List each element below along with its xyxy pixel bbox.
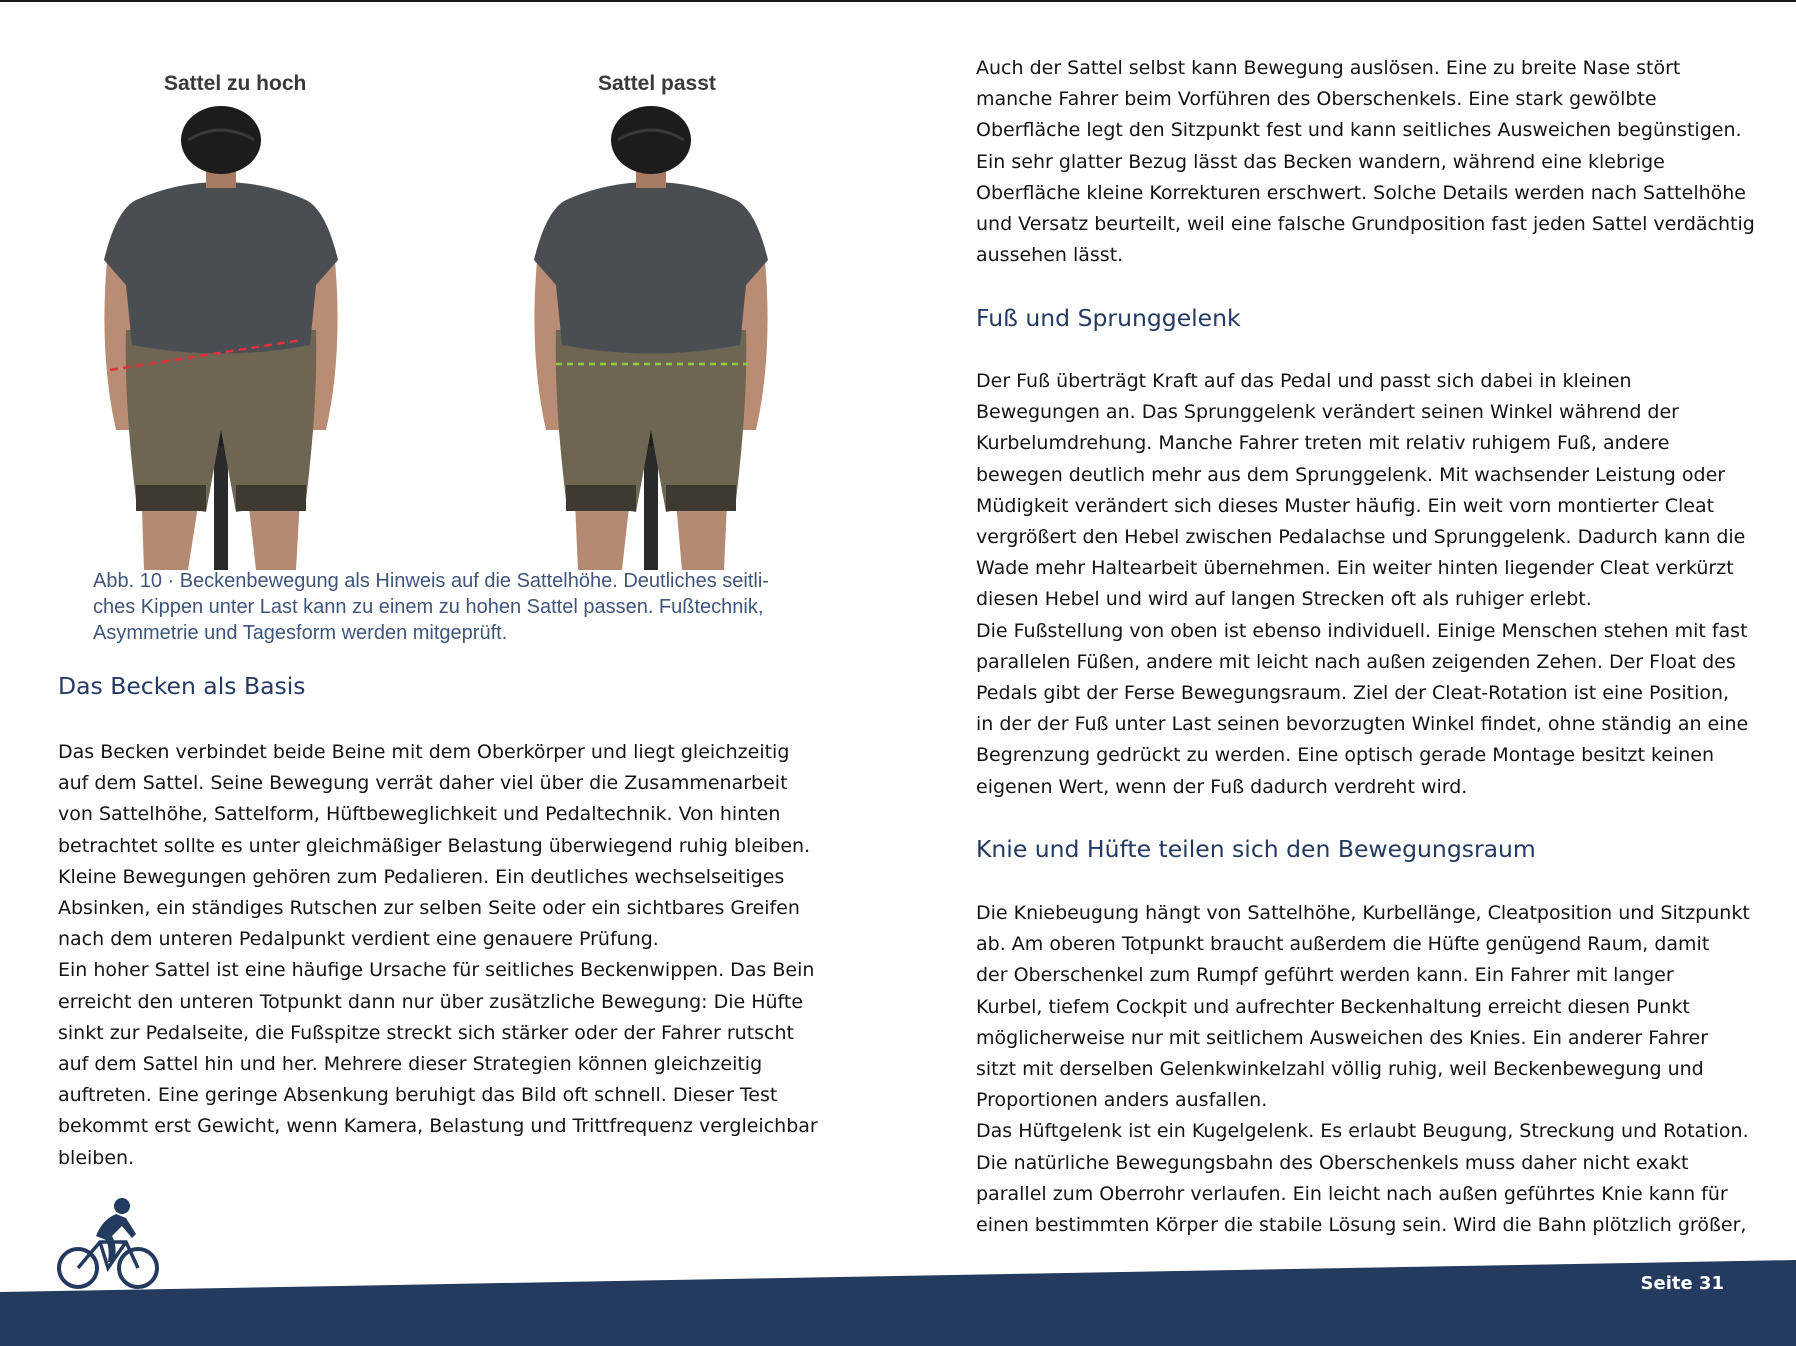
text-line: erreicht den unteren Totpunkt dann nur über zusätzliche Bewegung: Die Hüfte bbox=[58, 990, 804, 1013]
text-line: in der der Fuß unter Last seinen bevorzugten Winkel findet, ohne ständig an eine bbox=[976, 713, 1749, 736]
text-line: parallelen Füßen, andere mit leicht nach außen zeigenden Zehen. Der Float des bbox=[976, 650, 1736, 673]
text-line: vergrößert den Hebel zwischen Pedalachse und Sprunggelenk. Dadurch kann die bbox=[976, 526, 1746, 549]
text-line: manche Fahrer beim Vorführen des Oberschenkels. Eine stark gewölbte bbox=[976, 88, 1657, 111]
heading-das-becken: Das Becken als Basis bbox=[58, 672, 306, 700]
text-line: sitzt mit derselben Gelenkwinkelzahl völlig ruhig, weil Beckenbewegung und bbox=[976, 1058, 1704, 1081]
text-line: und Versatz beurteilt, weil eine falsche Grundposition fast jeden Sattel verdächtig bbox=[976, 213, 1755, 236]
caption-line: ches Kippen unter Last kann zu einem zu hohen Sattel passen. Fußtechnik, bbox=[93, 596, 764, 618]
caption-line: Asymmetrie und Tagesform werden mitgeprüft. bbox=[93, 622, 508, 644]
text-line: Wade mehr Haltearbeit übernehmen. Ein weiter hinten liegender Cleat verkürzt bbox=[976, 557, 1734, 580]
text-line: Bewegungen an. Das Sprunggelenk verändert seinen Winkel während der bbox=[976, 401, 1679, 424]
text-line: diesen Hebel und wird auf langen Strecken oft als ruhiger erlebt. bbox=[976, 588, 1592, 611]
figure-label-left: Sattel zu hoch bbox=[164, 72, 307, 95]
text-line: Ein hoher Sattel ist eine häufige Ursache für seitliches Beckenwippen. Das Bein bbox=[58, 959, 815, 982]
text-line: einen bestimmten Körper die stabile Lösung sein. Wird die Bahn plötzlich größer, bbox=[976, 1214, 1747, 1237]
text-line: Oberfläche kleine Korrekturen erschwert. Solche Details werden nach Sattelhöhe bbox=[976, 181, 1746, 204]
text-line: betrachtet sollte es unter gleichmäßiger Belastung überwiegend ruhig bleiben. bbox=[58, 834, 811, 857]
heading-fuss-sprunggelenk: Fuß und Sprunggelenk bbox=[976, 304, 1241, 332]
right-intro-text bbox=[976, 53, 1755, 271]
text-line: Pedals gibt der Ferse Bewegungsraum. Ziel der Cleat-Rotation ist eine Position, bbox=[976, 682, 1730, 705]
text-line: Oberfläche legt den Sitzpunkt fest und kann seitliches Ausweichen begünstigen. bbox=[976, 119, 1742, 142]
footer-band bbox=[0, 1260, 1796, 1346]
text-line: Die Kniebeugung hängt von Sattelhöhe, Kurbellänge, Cleatposition und Sitzpunkt bbox=[976, 902, 1750, 924]
text-line: bewegen deutlich mehr aus dem Sprunggelenk. Mit wachsender Leistung oder bbox=[976, 463, 1726, 486]
figure-label-right: Sattel passt bbox=[598, 72, 716, 95]
text-line: Das Becken verbindet beide Beine mit dem Oberkörper und liegt gleichzeitig bbox=[58, 741, 790, 763]
text-line: Proportionen anders ausfallen. bbox=[976, 1089, 1268, 1112]
text-line: aussehen lässt. bbox=[976, 244, 1124, 267]
text-line: bekommt erst Gewicht, wenn Kamera, Belastung und Trittfrequenz vergleichbar bbox=[58, 1115, 818, 1138]
page-number: Seite 31 bbox=[1640, 1273, 1724, 1294]
text-line: ab. Am oberen Totpunkt braucht außerdem die Hüfte genügend Raum, damit bbox=[976, 933, 1710, 956]
text-line: Ein sehr glatter Bezug lässt das Becken wandern, während eine klebrige bbox=[976, 150, 1665, 173]
heading-knie-huefte: Knie und Hüfte teilen sich den Bewegungsraum bbox=[976, 835, 1536, 863]
section-fuss-text bbox=[976, 366, 1748, 803]
text-line: von Sattelhöhe, Sattelform, Hüftbeweglichkeit und Pedaltechnik. Von hinten bbox=[58, 803, 781, 826]
text-line: nach dem unteren Pedalpunkt verdient eine genauere Prüfung. bbox=[58, 928, 659, 951]
text-line: auftreten. Eine geringe Absenkung beruhigt das Bild oft schnell. Dieser Test bbox=[58, 1084, 778, 1107]
text-line: Absinken, ein ständiges Rutschen zur selben Seite oder ein sichtbares Greifen bbox=[58, 897, 800, 920]
rider-saddle-fits bbox=[526, 100, 786, 570]
rider-saddle-too-high bbox=[96, 100, 356, 570]
text-line: sinkt zur Pedalseite, die Fußspitze streckt sich stärker oder der Fahrer rutscht bbox=[58, 1021, 794, 1044]
caption-line: Abb. 10 · Beckenbewegung als Hinweis auf die Sattelhöhe. Deutliches seitli- bbox=[93, 570, 769, 592]
text-line: Begrenzung gedrückt zu werden. Eine optisch gerade Montage besitzt keinen bbox=[976, 744, 1715, 767]
text-line: bleiben. bbox=[58, 1146, 135, 1169]
text-line: Kleine Bewegungen gehören zum Pedalieren. Ein deutliches wechselseitiges bbox=[58, 865, 785, 888]
text-line: Müdigkeit verändert sich dieses Muster häufig. Ein weit vorn montierter Cleat bbox=[976, 494, 1715, 517]
text-line: Die Fußstellung von oben ist ebenso individuell. Einige Menschen stehen mit fast bbox=[976, 619, 1748, 642]
text-line: Kurbelumdrehung. Manche Fahrer treten mit relativ ruhigem Fuß, andere bbox=[976, 432, 1670, 455]
text-line: Das Hüftgelenk ist ein Kugelgelenk. Es erlaubt Beugung, Streckung und Rotation. bbox=[976, 1120, 1749, 1143]
figure-caption bbox=[93, 568, 813, 646]
cyclist-logo-icon bbox=[56, 1196, 160, 1292]
text-line: Die natürliche Bewegungsbahn des Oberschenkels muss daher nicht exakt bbox=[976, 1151, 1689, 1174]
section-knie-text bbox=[976, 898, 1750, 1241]
text-line: auf dem Sattel hin und her. Mehrere dieser Strategien können gleichzeitig bbox=[58, 1053, 763, 1076]
text-line: Auch der Sattel selbst kann Bewegung auslösen. Eine zu breite Nase stört bbox=[976, 57, 1681, 79]
text-line: eigenen Wert, wenn der Fuß dadurch verdreht wird. bbox=[976, 775, 1468, 798]
text-line: Der Fuß überträgt Kraft auf das Pedal und passt sich dabei in kleinen bbox=[976, 370, 1632, 392]
left-body-text bbox=[58, 737, 818, 1174]
top-border bbox=[0, 0, 1796, 2]
text-line: der Oberschenkel zum Rumpf geführt werden kann. Ein Fahrer mit langer bbox=[976, 964, 1674, 987]
text-line: Kurbel, tiefem Cockpit und aufrechter Beckenhaltung erreicht diesen Punkt bbox=[976, 995, 1690, 1018]
text-line: auf dem Sattel. Seine Bewegung verrät daher viel über die Zusammenarbeit bbox=[58, 772, 788, 795]
figure-saddle-height bbox=[96, 60, 796, 572]
text-line: möglicherweise nur mit seitlichem Ausweichen des Knies. Ein anderer Fahrer bbox=[976, 1026, 1709, 1049]
text-line: parallel zum Oberrohr verlaufen. Ein leicht nach außen geführtes Knie kann für bbox=[976, 1182, 1728, 1205]
